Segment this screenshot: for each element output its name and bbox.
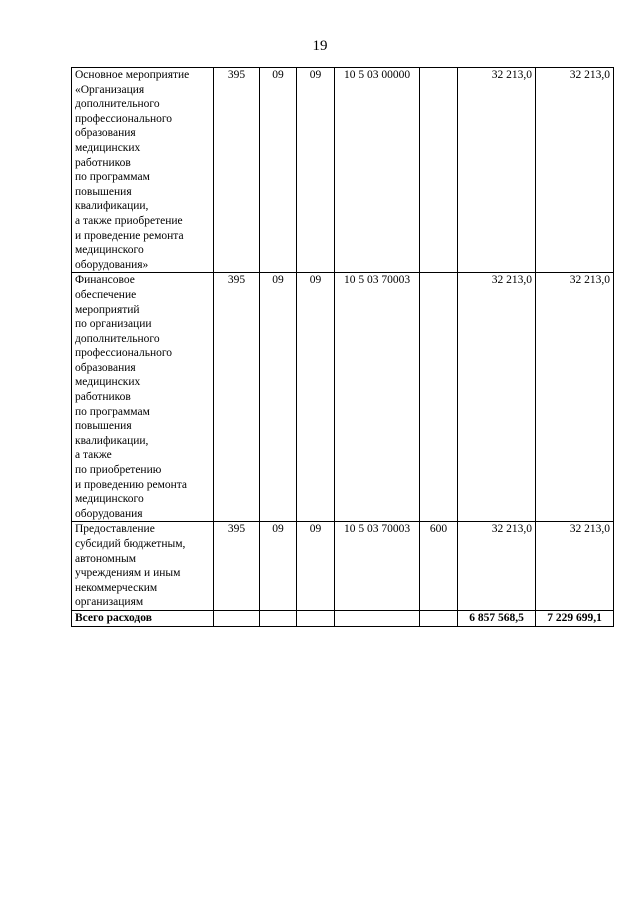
sum-year-2: 32 213,0: [536, 273, 614, 522]
expense-type: 600: [420, 522, 458, 611]
table-row: [72, 273, 614, 522]
subsection-code: 09: [297, 68, 335, 273]
expense-type: [420, 273, 458, 522]
budget-table: [71, 67, 614, 627]
sum-year-1: 32 213,0: [458, 273, 536, 522]
section-code: 09: [260, 273, 297, 522]
expense-type: [420, 68, 458, 273]
section-code: 09: [260, 68, 297, 273]
sum-year-1: 32 213,0: [458, 68, 536, 273]
ministry-code: 395: [214, 68, 260, 273]
section-code: 09: [260, 522, 297, 611]
total-row: [72, 610, 614, 626]
subsection-code: 09: [297, 522, 335, 611]
ministry-code: 395: [214, 522, 260, 611]
subsection-code: 09: [297, 273, 335, 522]
target-code: 10 5 03 70003: [335, 273, 420, 522]
target-code: 10 5 03 70003: [335, 522, 420, 611]
target-code: 10 5 03 00000: [335, 68, 420, 273]
row-name-cell: Основное мероприятие «Организация дополнительного профессионального образования медицинских работников по программам повышения квалификации, а также приобретение и проведение ремонта медицинского оборудования»: [72, 68, 214, 273]
table-row: [72, 68, 614, 273]
table-row: [72, 522, 614, 611]
sum-year-2: 32 213,0: [536, 68, 614, 273]
total-label: Всего расходов: [72, 610, 214, 626]
total-sum-year-1: 6 857 568,5: [458, 610, 536, 626]
row-name-cell: Предоставление субсидий бюджетным, автономным учреждениям и иным некоммерческим организациям: [72, 522, 214, 611]
total-sum-year-2: 7 229 699,1: [536, 610, 614, 626]
sum-year-2: 32 213,0: [536, 522, 614, 611]
row-name-cell: Финансовое обеспечение мероприятий по организации дополнительного профессионального образования медицинских работников по программам повышения квалификации, а также по приобретению и проведению ремонта медицинского оборудования: [72, 273, 214, 522]
page-number: 19: [312, 38, 328, 54]
sum-year-1: 32 213,0: [458, 522, 536, 611]
ministry-code: 395: [214, 273, 260, 522]
